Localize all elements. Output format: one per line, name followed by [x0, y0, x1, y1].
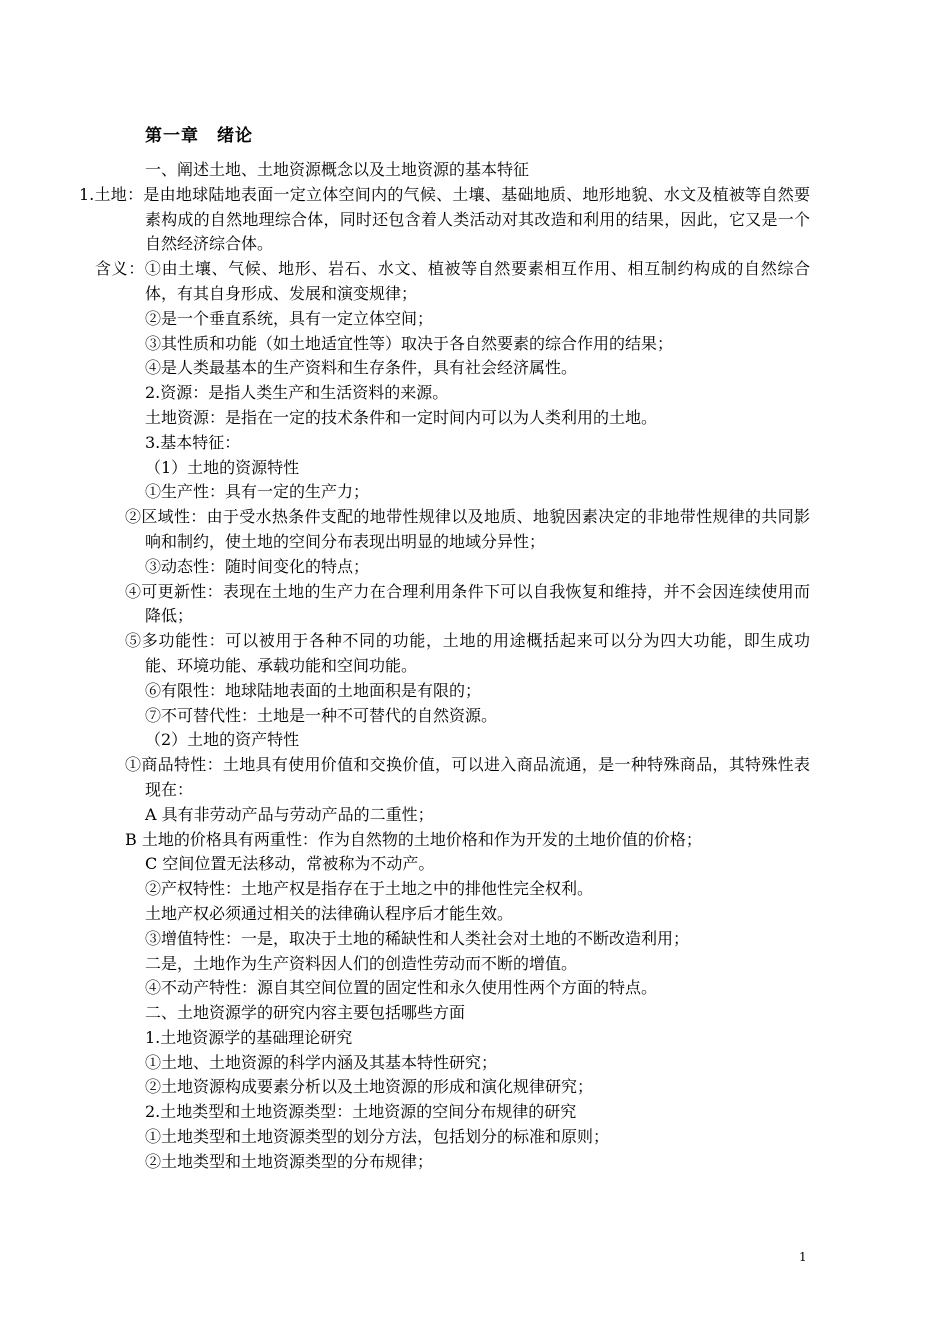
list-item: ②土地类型和土地资源类型的分布规律；: [145, 1151, 434, 1171]
definition-land: 1.土地：是由地球陆地表面一定立体空间内的气候、土壤、基础地质、地形地貌、水文及植被等自然要素构成的自然地理综合体，同时还包含着人类活动对其改造和利用的结果，因此，它又是一个自然经济综合体。: [79, 184, 810, 254]
basic-features-heading: 3.基本特征：: [145, 432, 241, 452]
topic-heading: 1.土地资源学的基础理论研究: [145, 1027, 353, 1047]
sub-list-item: A 具有非劳动产品与劳动产品的二重性；: [145, 804, 434, 824]
list-item: ①生产性：具有一定的生产力；: [145, 482, 370, 502]
meaning-item-3: ③其性质和功能（如土地适宜性等）取决于各自然要素的综合作用的结果；: [145, 333, 674, 353]
chapter-title: 第一章 绪论: [145, 126, 253, 146]
meaning-item-1: 含义：①由土壤、气候、地形、岩石、水文、植被等自然要素相互作用、相互制约构成的自然综合体，有其自身形成、发展和演变规律；: [95, 259, 810, 303]
document-body: [79, 158, 810, 1175]
page-number: 1: [799, 1250, 807, 1264]
sub-list-item: B 土地的价格具有两重性：作为自然物的土地价格和作为开发的土地价值的价格；: [125, 829, 702, 849]
list-item: ②土地资源构成要素分析以及土地资源的形成和演化规律研究；: [145, 1077, 594, 1097]
list-item: ⑥有限性：地球陆地表面的土地面积是有限的；: [145, 680, 482, 700]
meaning-item-4: ④是人类最基本的生产资料和生存条件，具有社会经济属性。: [145, 358, 578, 378]
list-item-continuation: 土地产权必须通过相关的法律确认程序后才能生效。: [145, 903, 514, 923]
list-item: ①商品特性：土地具有使用价值和交换价值，可以进入商品流通，是一种特殊商品，其特殊性表现在：: [125, 755, 810, 799]
subsection-heading: （2）土地的资产特性: [145, 730, 300, 750]
definition-resource: 2.资源：是指人类生产和生活资料的来源。: [145, 383, 449, 403]
list-item: ⑤多功能性：可以被用于各种不同的功能，土地的用途概括起来可以分为四大功能，即生成功能、环境功能、承载功能和空间功能。: [125, 631, 810, 675]
list-item: ④可更新性：表现在土地的生产力在合理利用条件下可以自我恢复和维持，并不会因连续使用而降低；: [125, 581, 810, 626]
topic-heading: 2.土地类型和土地资源类型：土地资源的空间分布规律的研究: [145, 1102, 577, 1122]
list-item: ①土地类型和土地资源类型的划分方法，包括划分的标准和原则；: [145, 1127, 610, 1147]
list-item: ⑦不可替代性：土地是一种不可替代的自然资源。: [145, 705, 498, 725]
list-item: ③动态性：随时间变化的特点；: [145, 556, 370, 576]
list-item: ②区域性：由于受水热条件支配的地带性规律以及地质、地貌因素决定的非地带性规律的共同影响和制约，使土地的空间分布表现出明显的地域分异性；: [125, 507, 810, 551]
section-heading: 二、土地资源学的研究内容主要包括哪些方面: [145, 1003, 466, 1023]
list-item: ②产权特性：土地产权是指存在于土地之中的排他性完全权利。: [145, 879, 594, 899]
list-item: ①土地、土地资源的科学内涵及其基本特性研究；: [145, 1052, 498, 1072]
meaning-item-2: ②是一个垂直系统，具有一定立体空间；: [145, 308, 434, 328]
subsection-heading: （1）土地的资源特性: [145, 457, 300, 477]
definition-land-resource: 土地资源：是指在一定的技术条件和一定时间内可以为人类利用的土地。: [145, 407, 658, 427]
sub-list-item: C 空间位置无法移动，常被称为不动产。: [145, 854, 435, 874]
list-item: ③增值特性：一是，取决于土地的稀缺性和人类社会对土地的不断改造利用；: [145, 928, 690, 948]
list-item: ④不动产特性：源自其空间位置的固定性和永久使用性两个方面的特点。: [145, 978, 658, 998]
section-heading: 一、阐述土地、土地资源概念以及土地资源的基本特征: [145, 160, 530, 179]
list-item-continuation: 二是，土地作为生产资料因人们的创造性劳动而不断的增值。: [145, 953, 578, 973]
